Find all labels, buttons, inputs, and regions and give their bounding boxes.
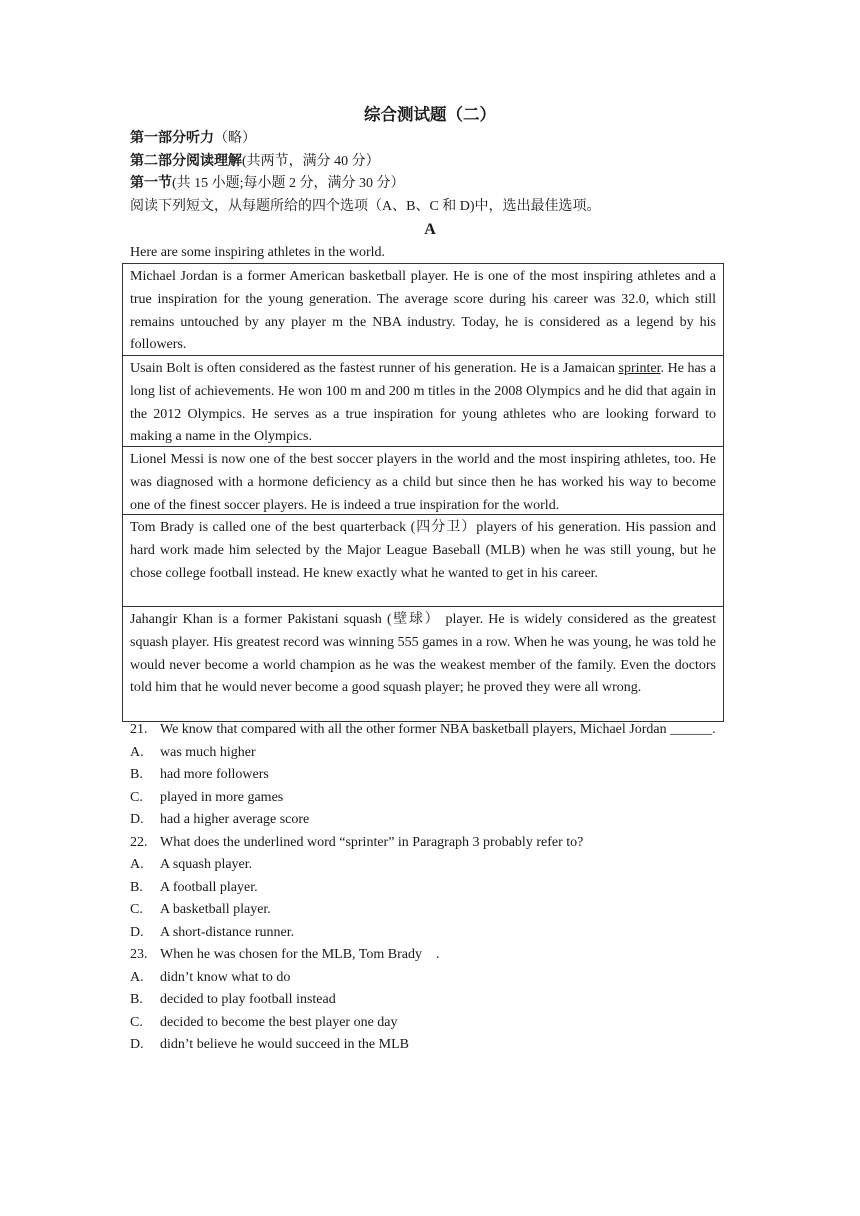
option-text: had a higher average score: [160, 812, 310, 827]
question-text: What does the underlined word “sprinter” in Paragraph 3 probably refer to?: [160, 834, 584, 850]
answer-option[interactable]: [130, 764, 734, 787]
option-text: A short-distance runner.: [160, 924, 295, 940]
option-text: didn’t know what to do: [160, 969, 291, 985]
question-stem: [130, 944, 734, 967]
instruction-text: 阅读下列短文，从每题所给的四个选项（A、B、C 和 D)中，选出最佳选项。: [130, 199, 601, 214]
option-text: was much higher: [160, 744, 256, 760]
option-label: D.: [130, 924, 144, 940]
section1-heading-bold: 第一节: [130, 176, 172, 191]
passage-jordan: Michael Jordan is a former American basketball player. He is one of the most inspiring athletes and a true inspiration for the young generation. The average score during his career was 32.0, which still remains untouched by any player m the NBA industry. Today, he is considered as a legend by his followers.: [123, 264, 723, 356]
part2-heading: [130, 152, 750, 172]
part2-heading-rest: (共两节，满分 40 分）: [242, 154, 380, 169]
option-label: B.: [130, 767, 143, 782]
passage-table: [122, 263, 724, 722]
passage-bolt-before: Usain Bolt is often considered as the fastest runner of his generation. He is a Jamaican: [130, 361, 619, 376]
question-number: 23.: [130, 947, 148, 962]
question-text: When he was chosen for the MLB, Tom Brady .: [160, 947, 440, 962]
option-label: A.: [130, 969, 144, 985]
question-text: We know that compared with all the other former NBA basketball players, Michael Jordan ______.: [160, 722, 716, 737]
option-text: decided to play football instead: [160, 992, 336, 1007]
option-label: D.: [130, 1037, 144, 1052]
passage-brady: Tom Brady is called one of the best quarterback (四分卫）players of his generation. His passion and hard work made him selected by the Major League Baseball (MLB) when he was still young, but he chose college football instead. He knew exactly what he wanted to get in his career.: [123, 515, 723, 607]
option-label: A.: [130, 857, 144, 872]
passage-messi: Lionel Messi is now one of the best soccer players in the world and the most inspiring athletes, too. He was diagnosed with a hormone deficiency as a child but since then he has worked his way to become one of the finest soccer players. He is indeed a true inspiration for the world.: [123, 447, 723, 515]
answer-option[interactable]: [130, 854, 734, 877]
question-stem: [130, 719, 734, 742]
answer-option[interactable]: [130, 922, 734, 945]
answer-option[interactable]: [130, 877, 734, 900]
option-label: C.: [130, 789, 143, 805]
part2-heading-bold: 第二部分阅读理解: [130, 154, 242, 169]
question-number: 21.: [130, 722, 148, 737]
option-text: had more followers: [160, 767, 269, 782]
option-label: C.: [130, 1014, 143, 1030]
answer-option[interactable]: [130, 1012, 734, 1035]
question-list: [130, 719, 734, 1057]
answer-option[interactable]: [130, 899, 734, 922]
answer-option[interactable]: [130, 967, 734, 990]
option-text: A squash player.: [160, 857, 253, 872]
option-text: didn’t believe he would succeed in the MLB: [160, 1037, 409, 1052]
passage-section-label: A: [424, 221, 436, 238]
answer-option[interactable]: [130, 1034, 734, 1057]
part1-heading-bold: 第一部分听力: [130, 131, 214, 146]
option-label: D.: [130, 812, 144, 827]
option-label: B.: [130, 879, 143, 895]
option-label: B.: [130, 992, 143, 1007]
option-text: decided to become the best player one day: [160, 1014, 398, 1030]
option-text: A basketball player.: [160, 902, 271, 917]
answer-option[interactable]: [130, 787, 734, 810]
section1-heading-rest: (共 15 小题;每小题 2 分，满分 30 分）: [172, 176, 405, 191]
part1-heading-rest: （略）: [214, 131, 256, 146]
passage-khan: Jahangir Khan is a former Pakistani squash (壁球） player. He is widely considered as the greatest squash player. His greatest record was winning 555 games in a row. When he was young, he was told he would never become a world champion as he was the weakest member of the family. Even the doctors told him that he would never become a good squash player; he proved they were all wrong.: [123, 607, 723, 722]
passage-bolt-after: . He has a long list of achievements. He won 100 m and 200 m titles in the 2008 Olympics and he did that again in the 2012 Olympics. He serves as a true inspiration for young athletes who are looking forward to making a name in the Olympics.: [130, 361, 716, 445]
answer-option[interactable]: [130, 989, 734, 1012]
answer-option[interactable]: [130, 742, 734, 765]
underlined-word-sprinter: sprinter: [618, 361, 661, 376]
option-label: A.: [130, 744, 144, 760]
page-title: 综合测试题（二）: [364, 105, 496, 124]
question-stem: [130, 832, 734, 855]
question-number: 22.: [130, 834, 148, 850]
option-text: A football player.: [160, 879, 258, 895]
option-text: played in more games: [160, 789, 284, 805]
passage-bolt: [123, 356, 723, 447]
passage-intro: Here are some inspiring athletes in the world.: [130, 245, 386, 260]
part1-heading: [130, 129, 750, 149]
section1-heading: [130, 174, 750, 194]
answer-option[interactable]: [130, 809, 734, 832]
option-label: C.: [130, 902, 143, 917]
